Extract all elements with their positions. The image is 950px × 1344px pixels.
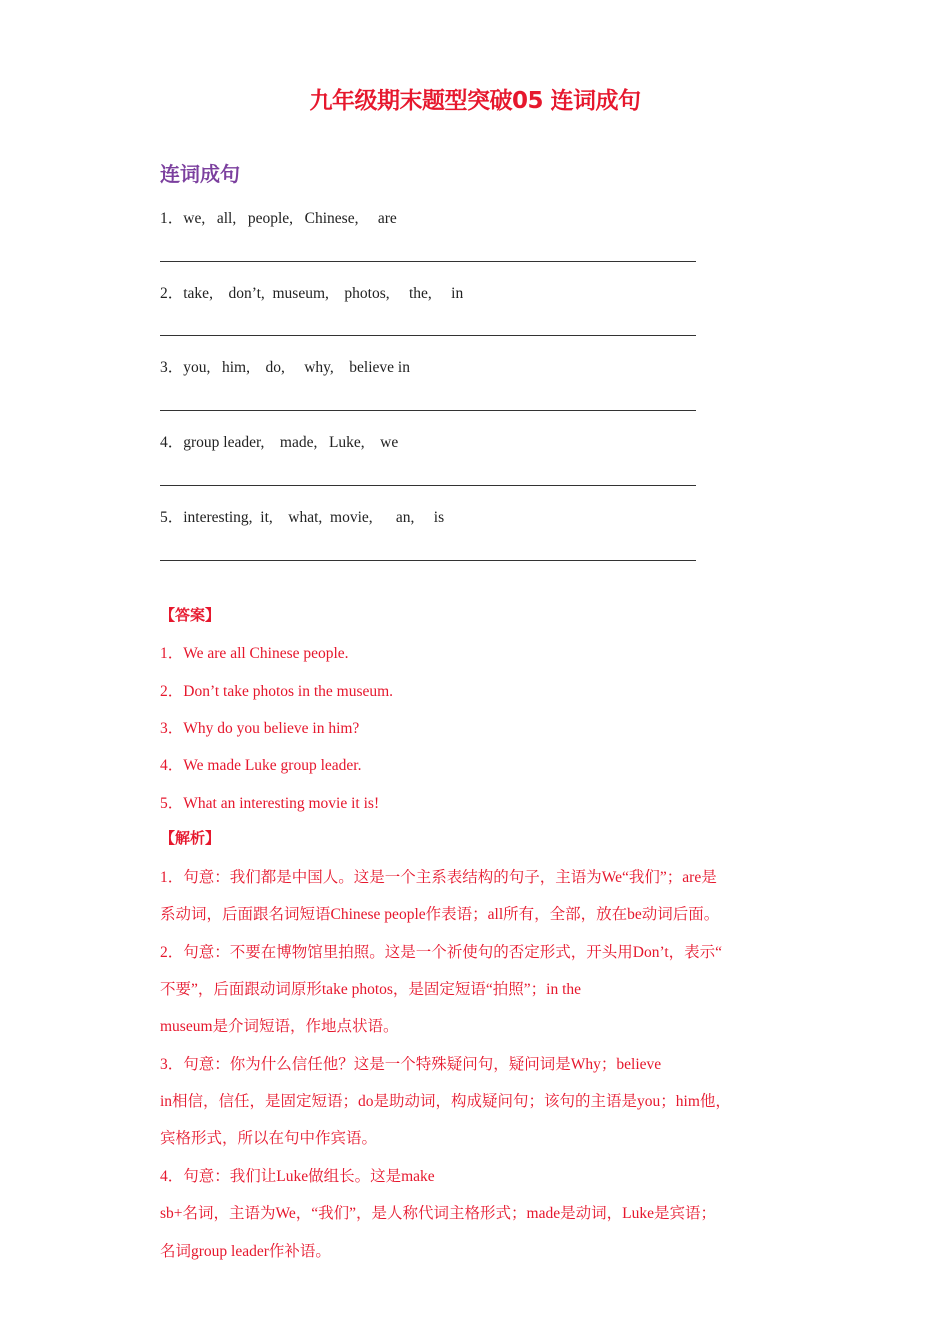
analysis-line: 系动词，后面跟名词短语Chinese people作表语；all所有，全部，放在be动词后面。	[160, 906, 720, 923]
analysis-line: 3．句意：你为什么信任他？这是一个特殊疑问句，疑问词是Why；believe	[160, 1056, 662, 1073]
analysis-line: 不要”，后面跟动词原形take photos，是固定短语“拍照”；in the	[160, 981, 582, 998]
answer-blank-3[interactable]	[160, 410, 696, 411]
question-1: 1．we, all, people, Chinese, are	[160, 210, 397, 227]
answer-blank-1[interactable]	[160, 261, 696, 262]
analysis-line: in相信，信任，是固定短语；do是助动词，构成疑问句；该句的主语是you；him他，	[160, 1093, 731, 1110]
answer-1: 1．We are all Chinese people.	[160, 645, 349, 662]
answer-blank-2[interactable]	[160, 335, 696, 336]
analysis-line: 名词group leader作补语。	[160, 1243, 331, 1260]
analysis-line: 宾格形式，所以在句中作宾语。	[160, 1130, 378, 1147]
question-5: 5．interesting, it, what, movie, an, is	[160, 509, 445, 526]
analysis-line: 2．句意：不要在博物馆里拍照。这是一个祈使句的否定形式，开头用Don’t，表示“	[160, 944, 723, 961]
answer-3: 3．Why do you believe in him?	[160, 720, 360, 737]
analysis-line: museum是介词短语，作地点状语。	[160, 1018, 399, 1035]
answer-2: 2．Don’t take photos in the museum.	[160, 683, 394, 700]
analysis-line: 4．句意：我们让Luke做组长。这是make	[160, 1168, 435, 1185]
answer-heading: 【答案】	[160, 606, 221, 624]
question-4: 4．group leader, made, Luke, we	[160, 434, 399, 451]
analysis-heading: 【解析】	[160, 829, 221, 847]
answer-4: 4．We made Luke group leader.	[160, 757, 362, 774]
analysis-line: 1．句意：我们都是中国人。这是一个主系表结构的句子，主语为We“我们”；are是	[160, 869, 717, 886]
section-heading: 连词成句	[160, 162, 240, 186]
answer-blank-5[interactable]	[160, 560, 696, 561]
page-title: 九年级期末题型突破05 连词成句	[309, 88, 641, 114]
question-3: 3．you, him, do, why, believe in	[160, 359, 410, 376]
answer-5: 5．What an interesting movie it is!	[160, 795, 380, 812]
question-2: 2．take, don’t, museum, photos, the, in	[160, 285, 464, 302]
analysis-line: sb+名词，主语为We，“我们”，是人称代词主格形式；made是动词，Luke是宾语；	[160, 1205, 716, 1222]
answer-blank-4[interactable]	[160, 485, 696, 486]
